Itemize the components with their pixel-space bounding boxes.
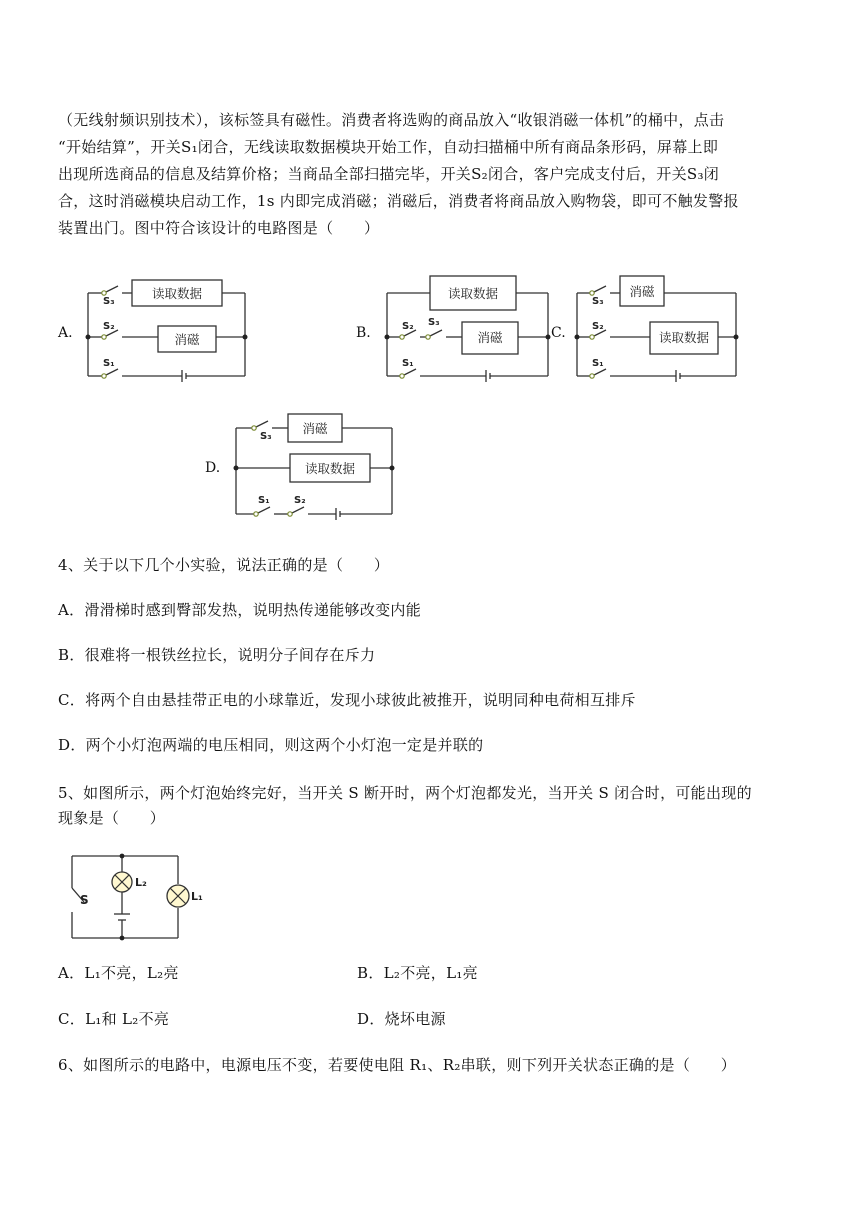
q5-option-a: A．L₁不亮，L₂亮	[58, 964, 179, 982]
circuit-d-mid-box-label: 读取数据	[304, 461, 356, 476]
circuit-d-s1-label: S₁	[258, 495, 270, 506]
lamp-l1-icon	[167, 885, 189, 907]
q3-line-4: 合，这时消磁模块启动工作，1s 内即完成消磁；消磁后，消费者将商品放入购物袋，即可不触发警报	[58, 192, 739, 210]
circuit-b-top-box-label: 读取数据	[447, 286, 499, 301]
circuit-c-s1-label: S₁	[592, 358, 604, 369]
q5-circuit-diagram	[60, 850, 260, 950]
q4-option-a: A．滑滑梯时感到臀部发热，说明热传递能够改变内能	[58, 601, 422, 619]
circuit-c-s2-label: S₂	[592, 321, 604, 332]
q5-l1-label: L₁	[191, 890, 203, 903]
q3-line-5: 装置出门。图中符合该设计的电路图是（ ）	[58, 219, 380, 237]
q6-stem: 6、如图所示的电路中，电源电压不变，若要使电阻 R₁、R₂串联，则下列开关状态正确的是（ ）	[58, 1056, 737, 1074]
option-b-letter: B.	[356, 325, 371, 341]
circuit-b-s3-label: S₃	[428, 317, 440, 328]
circuit-b-mid-box-label: 消磁	[477, 330, 503, 345]
q4-option-c: C．将两个自由悬挂带正电的小球靠近，发现小球彼此被推开，说明同种电荷相互排斥	[58, 691, 636, 709]
q5-stem-line-2: 现象是（ ）	[58, 809, 166, 827]
option-c-letter: C.	[551, 325, 566, 341]
q5-switch-label: S	[80, 893, 89, 907]
circuit-d-s3-label: S₃	[260, 431, 272, 442]
circuit-c-mid-box-label: 读取数据	[658, 330, 710, 345]
circuit-b-s1-label: S₁	[402, 358, 414, 369]
q5-option-c: C．L₁和 L₂不亮	[58, 1010, 170, 1028]
circuit-c-s3-label: S₃	[592, 296, 604, 307]
circuit-a-s3-label: S₃	[103, 296, 115, 307]
circuit-a-top-box-label: 读取数据	[151, 286, 203, 301]
q5-option-d: D．烧坏电源	[357, 1010, 446, 1028]
circuit-a-s2-label: S₂	[103, 321, 115, 332]
q4-option-b: B．很难将一根铁丝拉长，说明分子间存在斥力	[58, 646, 376, 664]
circuit-a-s1-label: S₁	[103, 358, 115, 369]
lamp-l2-icon	[112, 872, 132, 892]
q4-option-d: D．两个小灯泡两端的电压相同，则这两个小灯泡一定是并联的	[58, 736, 484, 754]
q4-stem: 4、关于以下几个小实验，说法正确的是（ ）	[58, 556, 390, 574]
q5-stem-line-1: 5、如图所示，两个灯泡始终完好，当开关 S 断开时，两个灯泡都发光，当开关 S 闭合时，可能出现的	[58, 784, 752, 802]
q3-line-2: “开始结算”，开关S₁闭合，无线读取数据模块开始工作，自动扫描桶中所有商品条形码，屏幕上即	[58, 138, 719, 156]
q5-option-b: B．L₂不亮，L₁亮	[357, 964, 478, 982]
circuit-d-top-box-label: 消磁	[302, 421, 328, 436]
circuit-c-top-box-label: 消磁	[629, 284, 655, 299]
q3-line-3: 出现所选商品的信息及结算价格；当商品全部扫描完毕，开关S₂闭合，客户完成支付后，开关S₃闭	[58, 165, 720, 183]
q3-circuit-diagrams	[0, 0, 860, 530]
q5-l2-label: L₂	[135, 876, 147, 889]
q3-line-1: （无线射频识别技术），该标签具有磁性。消费者将选购的商品放入“收银消磁一体机”的桶中，点击	[58, 111, 725, 129]
circuit-a-mid-box-label: 消磁	[174, 332, 200, 347]
circuit-d-s2-label: S₂	[294, 495, 306, 506]
option-a-letter: A.	[58, 325, 73, 341]
circuit-b-s2-label: S₂	[402, 321, 414, 332]
option-d-letter: D.	[205, 460, 221, 476]
